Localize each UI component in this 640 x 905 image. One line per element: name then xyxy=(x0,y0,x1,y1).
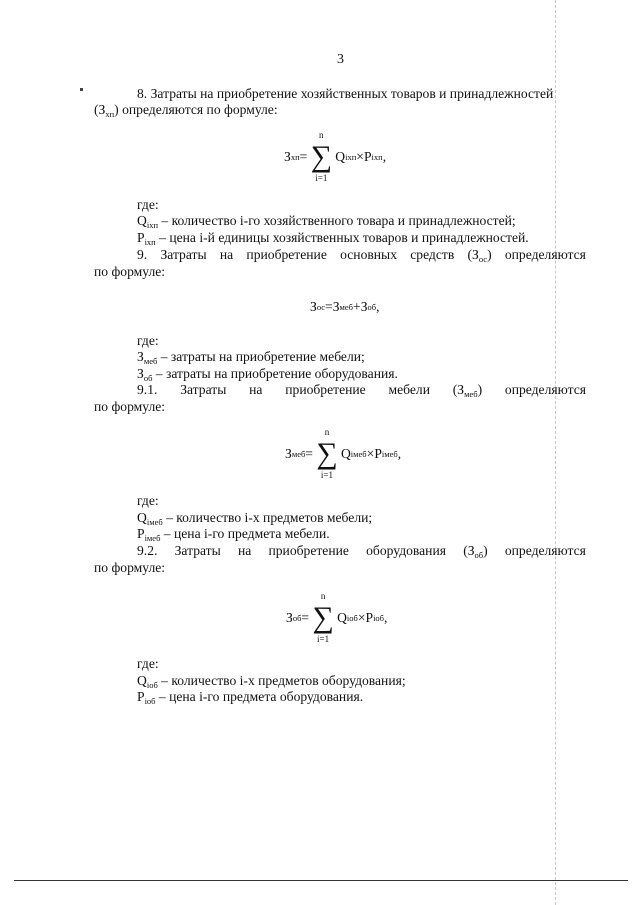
s92-heading-line1: 9.2. Затраты на приобретение оборудования $(З_{об})$ определяются xyxy=(137,543,586,560)
s8-heading-line2: $(З_{хп})$ определяются по формуле: xyxy=(94,102,278,119)
s9-heading-line2: по формуле: xyxy=(94,264,166,279)
s91-heading-line1: 9.1. Затраты на приобретение мебели $(З_{меб})$ определяются xyxy=(137,382,586,399)
s9-heading-line1: 9. Затраты на приобретение основных средств $(З_{ос})$ определяются xyxy=(137,247,586,264)
s8-heading-line1: 8. Затраты на приобретение хозяйственных товаров и принадлежностей xyxy=(137,86,554,101)
bottom-border-line xyxy=(14,880,628,881)
s91-formula: З меб = n ∑ i=1 Q iмеб × P iмеб , xyxy=(285,427,402,480)
s92-formula: З об = n ∑ i=1 Q iоб × P iоб , xyxy=(286,591,388,644)
sum-sign: n ∑ i=1 xyxy=(316,427,338,480)
sum-sign: n ∑ i=1 xyxy=(312,591,334,644)
s91-def1: $Q_{iмеб}$ – количество i-х предметов мебели; xyxy=(137,510,373,527)
s92-def2: $P_{iоб}$ – цена i-го предмета оборудования. xyxy=(137,689,364,706)
scan-speck xyxy=(80,88,83,91)
sum-sign: n ∑ i=1 xyxy=(310,130,332,183)
margin-guide-line xyxy=(555,0,556,905)
s8-where: где: xyxy=(137,197,159,212)
s8-def1: $Q_{iхп}$ – количество i-го хозяйственного товара и принадлежностей; xyxy=(137,213,516,230)
s91-where: где: xyxy=(137,493,159,508)
s92-where: где: xyxy=(137,656,159,671)
s92-def1: $Q_{iоб}$ – количество i-х предметов оборудования; xyxy=(137,673,406,690)
s9-formula: З ос = З меб + З об , xyxy=(310,299,380,314)
s8-def2: $P_{iхп}$ – цена i-й единицы хозяйственных товаров и принадлежностей. xyxy=(137,230,529,247)
s9-def1: $З_{меб}$ – затраты на приобретение мебели; xyxy=(137,349,365,366)
s91-heading-line2: по формуле: xyxy=(94,399,166,414)
page-number: 3 xyxy=(337,52,344,67)
s91-def2: $P_{iмеб}$ – цена i-го предмета мебели. xyxy=(137,526,330,543)
s9-def2: $З_{об}$ – затраты на приобретение оборудования. xyxy=(137,366,398,383)
s8-formula: З хп = n ∑ i=1 Q iхп × P iхп , xyxy=(284,130,387,183)
s92-heading-line2: по формуле: xyxy=(94,560,166,575)
s9-where: где: xyxy=(137,333,159,348)
